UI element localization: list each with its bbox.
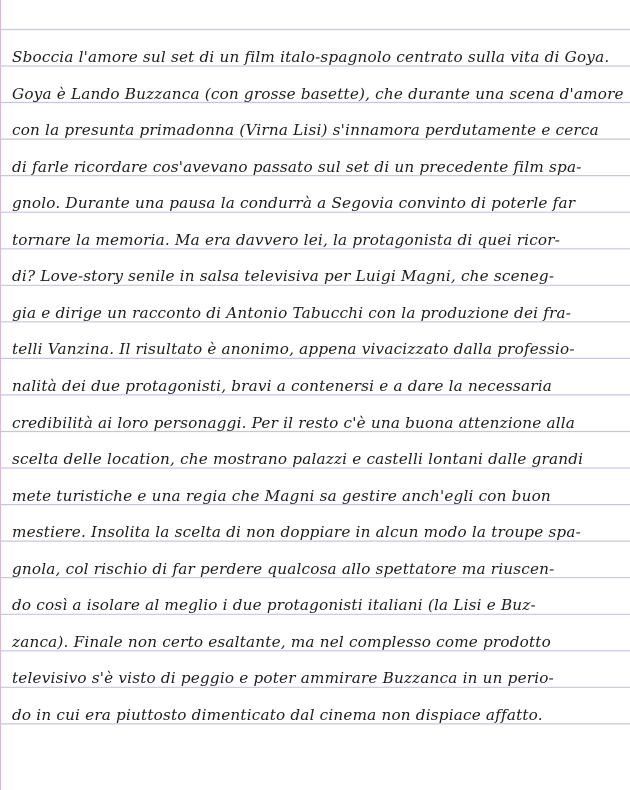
text-line: gia e dirige un racconto di Antonio Tabucchi con la produzione dei fra-: [12, 303, 572, 322]
text-line: mestiere. Insolita la scelta di non doppiare in alcun modo la troupe spa-: [12, 523, 581, 542]
text-line: con la presunta primadonna (Virna Lisi) s'innamora perdutamente e cerca: [12, 121, 599, 140]
text-line: Goya è Lando Buzzanca (con grosse basette), che durante una scena d'amore: [12, 84, 624, 103]
text-line: gnola, col rischio di far perdere qualcosa allo spettatore ma riuscen-: [12, 559, 555, 578]
text-line: televisivo s'è visto di peggio e poter ammirare Buzzanca in un perio-: [12, 669, 554, 688]
text-line: gnolo. Durante una pausa la condurrà a Segovia convinto di poterle far: [12, 194, 576, 213]
text-line: credibilità ai loro personaggi. Per il resto c'è una buona attenzione alla: [12, 413, 576, 432]
text-line: di farle ricordare cos'avevano passato sul set di un precedente film spa-: [12, 157, 582, 176]
text-line: scelta delle location, che mostrano palazzi e castelli lontani dalle grandi: [12, 450, 584, 468]
text-line: tornare la memoria. Ma era davvero lei, la protagonista di quei ricor-: [12, 230, 561, 249]
text-line: zanca). Finale non certo esaltante, ma nel complesso come prodotto: [12, 632, 551, 651]
text-line: Sboccia l'amore sul set di un film italo-spagnolo centrato sulla vita di Goya.: [12, 48, 610, 66]
text-line: do così a isolare al meglio i due protagonisti italiani (la Lisi e Buz-: [12, 596, 536, 615]
text-line: di? Love-story senile in salsa televisiva per Luigi Magni, che sceneg-: [12, 267, 555, 286]
text-line: do in cui era piuttosto dimenticato dal cinema non dispiace affatto.: [12, 705, 543, 724]
text-line: mete turistiche e una regia che Magni sa gestire anch'egli con buon: [12, 486, 551, 505]
page-margin-line: [0, 0, 1, 790]
text-line: nalità dei due protagonisti, bravi a contenersi e a dare la necessaria: [12, 376, 553, 395]
text-line: telli Vanzina. Il risultato è anonimo, appena vivacizzato dalla professio-: [12, 340, 575, 359]
